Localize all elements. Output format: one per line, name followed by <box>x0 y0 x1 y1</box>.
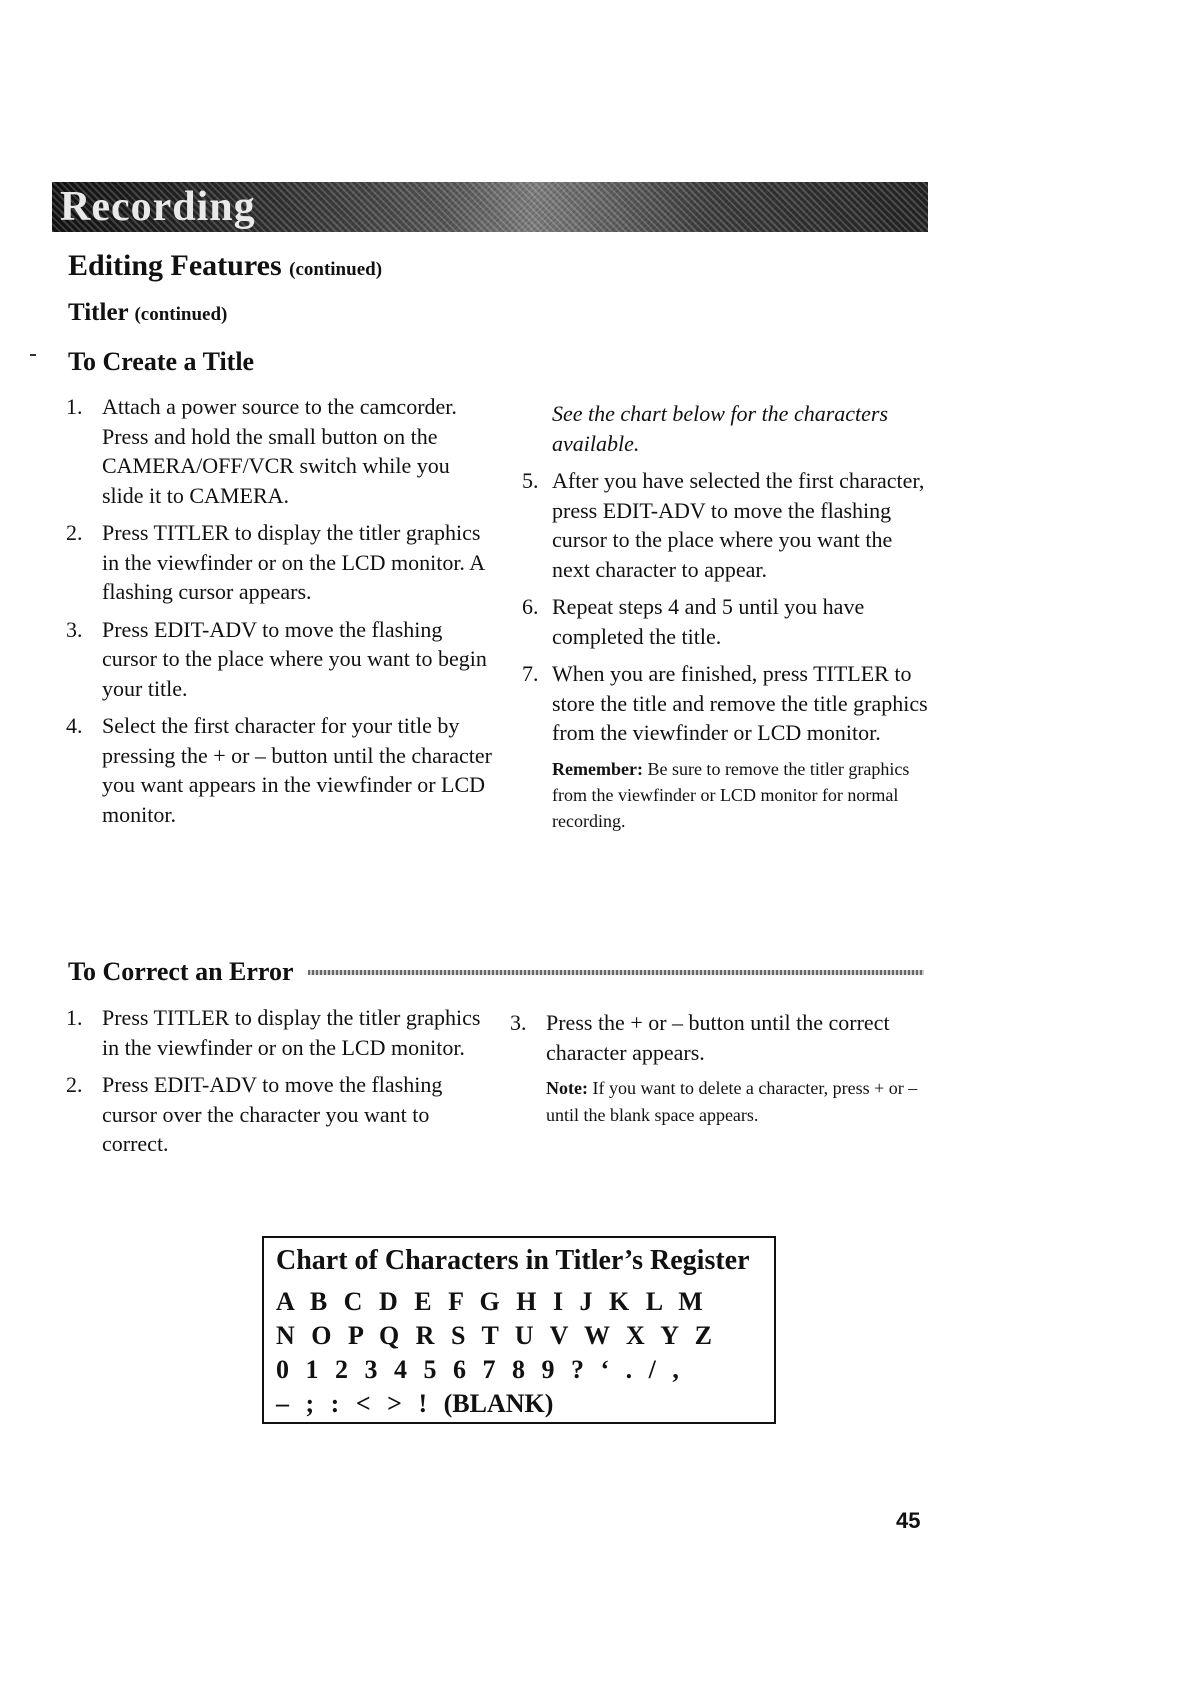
section-heading <box>68 248 382 288</box>
step-number: 2. <box>66 1072 83 1097</box>
step-number: 3. <box>510 1010 527 1035</box>
correct-steps-left-column <box>66 1003 496 1167</box>
step-text: Press EDIT-ADV to move the flashing cursor to the place where you want to begin your title. <box>102 616 487 701</box>
correct-step-1 <box>66 1003 496 1062</box>
banner-title: Recording <box>60 184 256 230</box>
step-number: 4. <box>66 713 83 738</box>
step-text: Select the first character for your title by pressing the + or – button until the character you want appears in the viewfinder or LCD monitor. <box>102 713 492 827</box>
correct-steps-right-column <box>510 1008 930 1129</box>
step-number: 7. <box>522 661 539 686</box>
character-row: – ; : < > ! (BLANK) <box>276 1389 554 1418</box>
correct-step-2 <box>66 1070 496 1159</box>
character-chart <box>262 1236 776 1424</box>
step-text: When you are finished, press TITLER to store the title and remove the title graphics from the viewfinder or LCD monitor. <box>552 661 928 745</box>
delete-note <box>510 1075 930 1129</box>
character-chart-title: Chart of Characters in Titler’s Register <box>276 1245 750 1276</box>
step-text: Attach a power source to the camcorder. Press and hold the small button on the CAMERA/OFF/VCR switch while you slide it to CAMERA. <box>102 394 457 508</box>
section-banner <box>52 182 928 232</box>
remember-label: Remember: <box>552 758 643 779</box>
create-step-4 <box>66 711 496 829</box>
correct-error-heading: To Correct an Error <box>68 957 294 986</box>
create-step-6 <box>522 592 930 651</box>
create-title-heading: To Create a Title <box>68 347 255 376</box>
step-text: Repeat steps 4 and 5 until you have completed the title. <box>552 594 865 649</box>
step-text: After you have selected the first character, press EDIT-ADV to move the flashing cursor to the place where you want the next character to appear. <box>552 468 925 582</box>
remember-text: Be sure to remove the titler graphics from the viewfinder or LCD monitor for normal recording. <box>552 758 910 831</box>
character-row: 0 1 2 3 4 5 6 7 8 9 ? ‘ . / , <box>276 1355 679 1384</box>
character-row: N O P Q R S T U V W X Y Z <box>276 1321 712 1350</box>
step-text: Press TITLER to display the titler graphics in the viewfinder or on the LCD monitor. <box>102 1005 481 1060</box>
step-number: 1. <box>66 1005 83 1030</box>
step-number: 3. <box>66 616 83 642</box>
step-number: 2. <box>66 520 83 545</box>
create-step-7 <box>522 659 930 748</box>
create-steps-left-column <box>66 392 496 837</box>
step-number: 6. <box>522 594 539 619</box>
note-text: If you want to delete a character, press + or – until the blank space appears. <box>546 1078 918 1125</box>
create-step-1 <box>66 392 496 510</box>
subsection-heading-note: (continued) <box>134 304 228 325</box>
chart-reference: See the chart below for the characters available. <box>552 401 889 456</box>
create-step-5 <box>522 466 930 584</box>
section-heading-text: Editing Features <box>68 249 282 282</box>
step-number: 5. <box>522 468 539 493</box>
margin-mark <box>30 354 36 356</box>
step-text: Press the + or – button until the correct character appears. <box>546 1010 890 1065</box>
create-step-3 <box>66 615 496 704</box>
section-heading-note: (continued) <box>289 259 383 280</box>
heading-rule <box>308 970 924 975</box>
note-label: Note: <box>546 1078 588 1098</box>
step-number: 1. <box>66 394 83 419</box>
step-text: Press EDIT-ADV to move the flashing cursor over the character you want to correct. <box>102 1072 443 1156</box>
subsection-heading <box>68 298 227 330</box>
character-row: A B C D E F G H I J K L M <box>276 1287 703 1316</box>
remember-note <box>522 756 930 834</box>
subsection-heading-text: Titler <box>68 299 129 326</box>
page-number: 45 <box>896 1508 921 1533</box>
create-step-2 <box>66 518 496 607</box>
correct-step-3 <box>510 1008 930 1067</box>
create-steps-right-column <box>522 399 930 834</box>
step-text: Press TITLER to display the titler graphics in the viewfinder or on the LCD monitor. A flashing cursor appears. <box>102 520 484 604</box>
